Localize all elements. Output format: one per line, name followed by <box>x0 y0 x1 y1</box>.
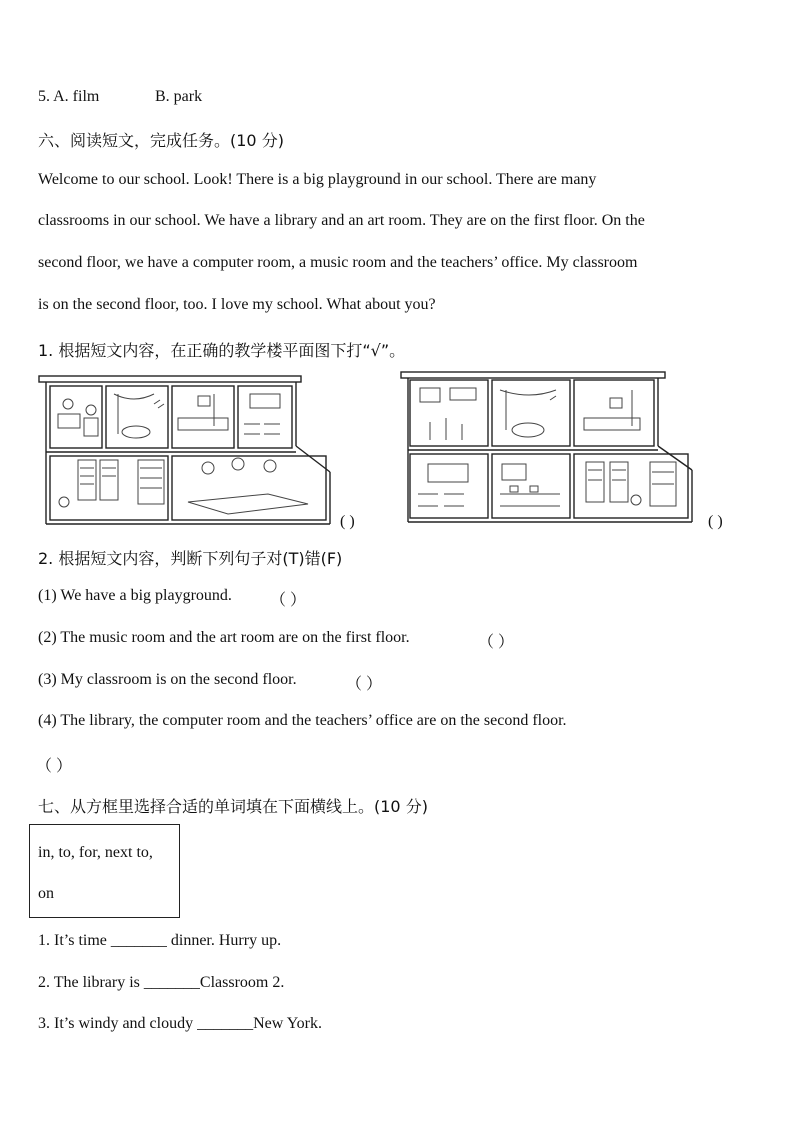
passage-line: Welcome to our school. Look! There is a big playground in our school. There are many <box>38 171 597 188</box>
section-6-heading: 六、阅读短文，完成任务。(10 分) <box>38 131 284 150</box>
word-box-line-1: in, to, for, next to, <box>38 844 153 861</box>
picture-left-answer-bracket[interactable]: ( ) <box>340 513 355 530</box>
question-5-option-a: 5. A. film <box>38 88 100 105</box>
word-box <box>29 824 180 918</box>
floor-plan-right-illustration <box>400 370 700 526</box>
question-5-option-b: B. park <box>155 88 203 105</box>
word-box-line-2: on <box>38 885 54 902</box>
passage-line: second floor, we have a computer room, a music room and the teachers’ office. My classroom <box>38 254 638 271</box>
task-1-instruction: 1. 根据短文内容，在正确的教学楼平面图下打“√”。 <box>38 341 406 360</box>
statement-2: (2) The music room and the art room are on the first floor. <box>38 629 410 646</box>
statement-4: (4) The library, the computer room and the teachers’ office are on the second floor. <box>38 712 567 729</box>
floor-plan-left-illustration <box>38 374 338 526</box>
section-7-heading: 七、从方框里选择合适的单词填在下面横线上。(10 分) <box>38 797 428 816</box>
statement-4-answer[interactable]: （ ） <box>36 758 73 775</box>
passage-line: is on the second floor, too. I love my school. What about you? <box>38 296 436 313</box>
fill-sentence-1: 1. It’s time _______ dinner. Hurry up. <box>38 932 282 949</box>
statement-1-answer[interactable]: （ ） <box>270 592 307 609</box>
fill-sentence-2: 2. The library is _______Classroom 2. <box>38 974 285 991</box>
passage-line: classrooms in our school. We have a library and an art room. They are on the first floor. On the <box>38 212 645 229</box>
statement-2-answer[interactable]: （ ） <box>478 634 515 651</box>
statement-3: (3) My classroom is on the second floor. <box>38 671 297 688</box>
statement-3-answer[interactable]: （ ） <box>346 676 383 693</box>
fill-sentence-3: 3. It’s windy and cloudy _______New York. <box>38 1015 322 1032</box>
statement-1: (1) We have a big playground. <box>38 587 232 604</box>
task-2-instruction: 2. 根据短文内容，判断下列句子对(T)错(F) <box>38 549 343 568</box>
picture-right-answer-bracket[interactable]: ( ) <box>708 513 723 530</box>
